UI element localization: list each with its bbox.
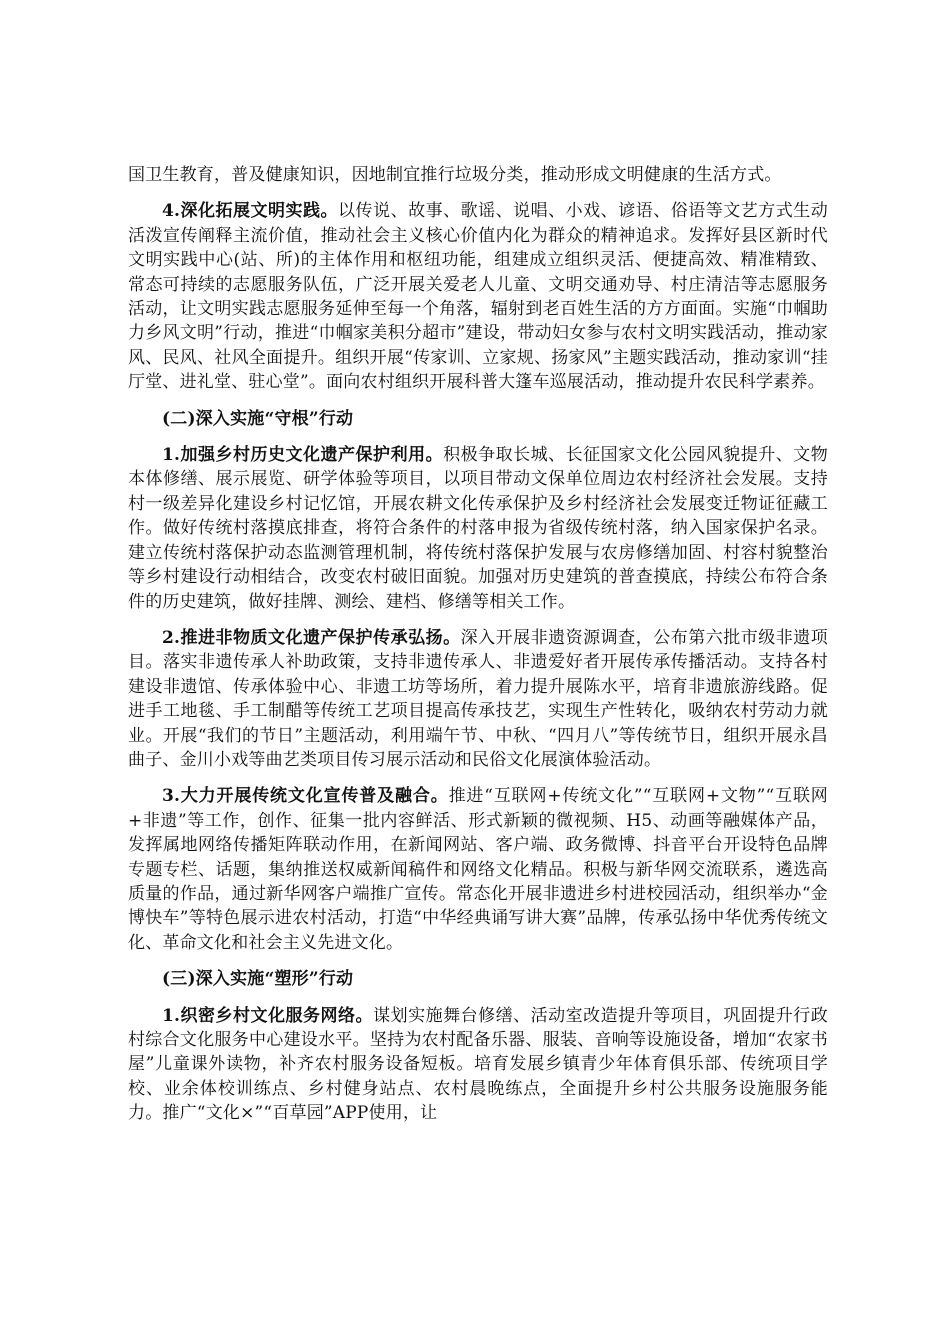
paragraph-traditional-culture-promotion	[128, 784, 828, 955]
paragraph-lead: 2.推进非物质文化遗产保护传承弘扬。	[162, 627, 461, 648]
paragraph-civilization-practice	[128, 199, 828, 394]
paragraph-text: 推进“互联网+传统文化”“互联网+文物”“互联网+非遗”等工作，创作、征集一批内容鲜活、形式新颖的微视频、H5、动画等融媒体产品，发挥属地网络传播矩阵联动作用，在新闻网站、客户端、政务微博、抖音平台开设特色品牌专题专栏、话题，集纳推送权威新闻稿件和网络文化精品。积极与新华网交流联系，遴选高质量的作品，通过新华网客户端推广宣传。常态化开展非遗进乡村进校园活动，组织举办“金博快车”等特色展示进农村活动，打造“中华经典诵写讲大赛”品牌，传承弘扬中华优秀传统文化、革命文化和社会主义先进文化。	[128, 786, 828, 953]
paragraph-text: 积极争取长城、长征国家文化公园风貌提升、文物本体修缮、展示展览、研学体验等项目，以项目带动文保单位周边农村经济社会发展。支持村一级差异化建设乡村记忆馆，开展农耕文化传承保护及乡村经济社会发展变迁物证征藏工作。做好传统村落摸底排查，将符合条件的村落申报为省级传统村落，纳入国家保护名录。建立传统村落保护动态监测管理机制，将传统村落保护发展与农房修缮加固、村容村貌整治等乡村建设行动相结合，改变农村破旧面貌。加强对历史建筑的普查摸底，持续公布符合条件的历史建筑，做好挂牌、测绘、建档、修缮等相关工作。	[128, 445, 828, 612]
paragraph-heritage-protection	[128, 443, 828, 614]
section-heading-suxing: (三)深入实施“塑形”行动	[162, 969, 354, 990]
paragraph-text: 以传说、故事、歌谣、说唱、小戏、谚语、俗语等文艺方式生动活泼宣传阐释主流价值，推动社会主义核心价值内化为群众的精神追求。发挥好县区新时代文明实践中心(站、所)的主体作用和枢纽功能，组建成立组织灵活、便捷高效、精准精致、常态可持续的志愿服务队伍，广泛开展关爱老人儿童、文明交通劝导、村庄清洁等志愿服务活动，让文明实践志愿服务延伸至每一个角落，辐射到老百姓生活的方方面面。实施“巾帼助力乡风文明”行动，推进“巾帼家美积分超市”建设，带动妇女参与农村文明实践活动，推动家风、民风、社风全面提升。组织开展“传家训、立家规、扬家风”主题实践活动，推动家训“挂厅堂、进礼堂、驻心堂”。面向农村组织开展科普大篷车巡展活动，推动提升农民科学素养。	[128, 201, 828, 393]
paragraph-intangible-heritage	[128, 626, 828, 772]
paragraph-text: 深入开展非遗资源调查，公布第六批市级非遗项目。落实非遗传承人补助政策，支持非遗传承人、非遗爱好者开展传承传播活动。支持各村建设非遗馆、传承体验中心、非遗工坊等场所，着力提升展陈水平，培育非遗旅游线路。促进手工地毯、手工制醋等传统工艺项目提高传承技艺，实现生产性转化，吸纳农村劳动力就业。开展“我们的节日”主题活动，利用端午节、中秋、“四月八”等传统节日，组织开展永昌曲子、金川小戏等曲艺类项目传习展示活动和民俗文化展演体验活动。	[128, 627, 828, 770]
paragraph-lead: 1.加强乡村历史文化遗产保护利用。	[162, 445, 444, 466]
paragraph-text: 谋划实施舞台修缮、活动室改造提升等项目，巩固提升行政村综合文化服务中心建设水平。坚持为农村配备乐器、服装、音响等设施设备，增加“农家书屋”儿童课外读物，补齐农村服务设备短板。培育发展乡镇青少年体育俱乐部、传统项目学校、业余体校训练点、乡村健身站点、农村晨晚练点，全面提升乡村公共服务设施服务能力。推广“文化×”“百草园”APP使用，让	[128, 1005, 828, 1124]
paragraph-cultural-service-network	[128, 1004, 828, 1126]
paragraph-text: 国卫生教育，普及健康知识，因地制宜推行垃圾分类，推动形成文明健康的生活方式。	[128, 165, 782, 185]
document-page	[128, 163, 828, 1138]
paragraph-health-education	[128, 163, 828, 187]
paragraph-lead: 3.大力开展传统文化宣传普及融合。	[162, 786, 449, 807]
section-heading-shougen: (二)深入实施“守根”行动	[162, 408, 354, 429]
paragraph-lead: 1.织密乡村文化服务网络。	[162, 1005, 374, 1026]
paragraph-lead: 4.深化拓展文明实践。	[162, 201, 339, 222]
